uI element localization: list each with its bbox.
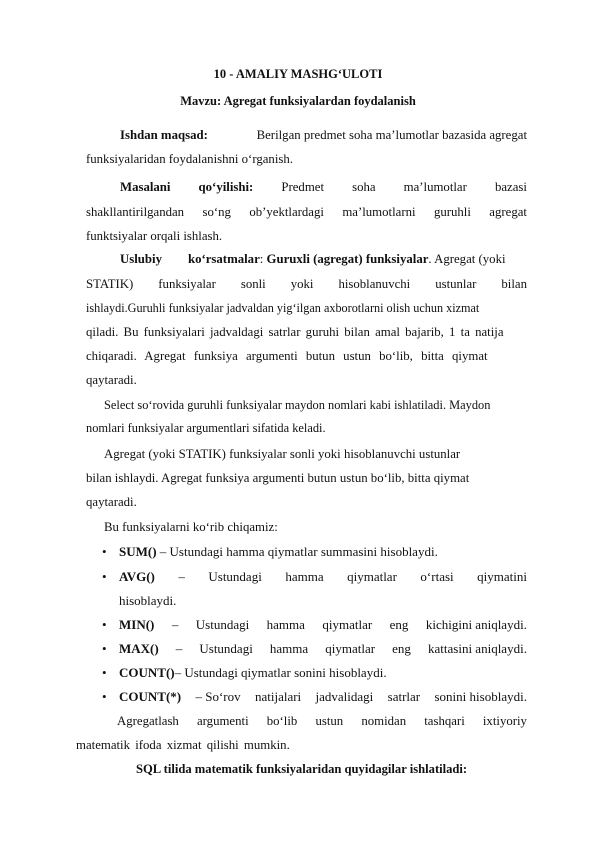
function-desc-word: Ustundagi (195, 617, 250, 632)
closing-word: tashqari (424, 714, 465, 728)
function-desc: – Ustundagi qiymatlar sonini hisoblaydi. (174, 665, 387, 680)
function-desc-word: qiymatlar (322, 617, 373, 632)
closing-line-1 (117, 714, 527, 729)
function-desc-cont: hisoblaydi. (119, 593, 177, 608)
function-name: SUM() (119, 544, 157, 559)
function-desc-word: satrlar (387, 689, 421, 704)
agg-line-3: qaytaradi. (86, 495, 137, 509)
function-desc-word: hamma (266, 617, 305, 632)
method-line-6: qaytaradi. (86, 373, 137, 387)
task-line-3: funktsiyalar orqali ishlash. (86, 229, 223, 243)
task-word: ma’lumotlar (403, 180, 467, 194)
bullet-icon: • (102, 665, 107, 680)
agg-line-1: Agregat (yoki STATIK) funksiyalar sonli yoki hisoblanuvchi ustunlar (104, 447, 461, 461)
function-desc-word: o‘rtasi (420, 569, 454, 584)
task-line-1 (120, 180, 527, 195)
bullet-icon: • (102, 641, 107, 656)
closing-word: bo‘lib (266, 714, 298, 728)
method-line-3: ishlaydi.Guruhli funksiyalar jadvaldan yig‘ilgan axborotlarni olish uchun xizmat (86, 301, 480, 315)
function-desc-word: Ustundagi (199, 641, 253, 656)
closing-word: nomidan (361, 714, 407, 728)
method-word: yoki (290, 277, 314, 291)
final-heading: SQL tilida matematik funksiyalaridan quyidagilar ishlatiladi: (136, 762, 468, 776)
method-word: sonli (240, 277, 266, 291)
goal-text: Berilgan predmet soha ma’lumotlar bazasida agregat (256, 128, 527, 142)
method-bold-term: Guruxli (agregat) funksiyalar (266, 252, 429, 266)
agg-line-2: bilan ishlaydi. Agregat funksiya argumenti butun ustun bo‘lib, bitta qiymat (86, 471, 470, 485)
task-word: bazasi (494, 180, 527, 194)
task-word: shakllantirilgandan (86, 205, 185, 219)
closing-word: argumenti (196, 714, 249, 728)
function-desc-word: hamma (285, 569, 324, 584)
function-desc-word: qiymatlar (347, 569, 397, 584)
select-line-1: Select so‘rovida guruhli funksiyalar maydon nomlari kabi ishlatiladi. Maydon (104, 398, 491, 412)
function-desc-word: eng (389, 617, 409, 632)
task-line-2 (86, 205, 527, 220)
goal-line-2: funksiyalaridan foydalanishni o‘rganish. (86, 152, 293, 166)
goal-label: Ishdan maqsad: (120, 128, 208, 142)
method-line-5: chiqaradi. Agregat funksiya argumenti butun ustun bo‘lib, bitta qiymat (86, 349, 488, 363)
function-desc-word: hamma (269, 641, 309, 656)
function-desc-word: jadvalidagi (315, 689, 374, 704)
method-line-2 (86, 277, 527, 292)
method-word: bilan (501, 277, 527, 291)
task-word: ob’yektlardagi (249, 205, 324, 219)
function-name: COUNT() (119, 665, 175, 680)
closing-word: ustun (315, 714, 344, 728)
bullet-icon: • (102, 544, 107, 559)
method-label-2: ko‘rsatmalar (187, 252, 260, 266)
task-label-2: qo‘yilishi: (198, 180, 254, 194)
task-word: ma’lumotlarni (342, 205, 416, 219)
method-line-1: Uslubiy ko‘rsatmalar: Guruxli (agregat) funksiyalar. Agregat (yoki (120, 252, 506, 266)
function-name: AVG() (119, 569, 155, 584)
task-word: Predmet (281, 180, 325, 194)
function-desc-word: – (175, 641, 183, 656)
task-word: guruhli (433, 205, 471, 219)
task-word: agregat (489, 205, 527, 219)
function-desc-word: – (171, 617, 179, 632)
method-text: . Agregat (yoki (428, 252, 506, 266)
bullet-icon: • (102, 617, 107, 632)
closing-word: Agregatlash (117, 714, 179, 728)
method-word: ustunlar (435, 277, 477, 291)
task-word: soha (352, 180, 376, 194)
page-subtitle: Mavzu: Agregat funksiyalardan foydalanish (180, 94, 416, 108)
method-word: hisoblanuvchi (338, 277, 411, 291)
goal-line-1 (120, 128, 527, 143)
select-line-2: nomlari funksiyalar argumentlari sifatida keladi. (86, 421, 326, 435)
function-desc-word: qiymatini (477, 569, 527, 584)
task-label: Masalani (120, 180, 171, 194)
page-title: 10 - AMALIY MASHG‘ULOTI (213, 67, 383, 81)
bullet-icon: • (102, 569, 107, 584)
method-label: Uslubiy (120, 252, 162, 266)
list-intro: Bu funksiyalarni ko‘rib chiqamiz: (104, 520, 278, 534)
function-desc-word: sonini hisoblaydi. (434, 689, 527, 704)
method-word: funksiyalar (158, 277, 216, 291)
function-desc-word: – So‘rov (195, 689, 241, 704)
function-name: MAX() (119, 641, 159, 656)
function-desc-word: Ustundagi (208, 569, 262, 584)
method-word: STATIK) (86, 277, 134, 291)
function-name: MIN() (119, 617, 155, 632)
function-desc-word: eng (392, 641, 411, 656)
function-desc-word: – (178, 569, 185, 584)
function-desc: – Ustundagi hamma qiymatlar summasini hisoblaydi. (156, 544, 438, 559)
function-desc-word: natijalari (254, 689, 302, 704)
function-desc-word: kattasini aniqlaydi. (428, 641, 527, 656)
task-word: so‘ng (202, 205, 231, 219)
function-desc-word: kichigini aniqlaydi. (425, 617, 527, 632)
bullet-icon: • (102, 689, 107, 704)
method-line-4: qiladi. Bu funksiyalari jadvaldagi satrlar guruhi bilan amal bajarib, 1 ta natija (86, 325, 504, 339)
function-name: COUNT(*) (119, 689, 182, 704)
closing-word: ixtiyoriy (482, 714, 527, 728)
closing-line-2: matematik ifoda xizmat qilishi mumkin. (76, 738, 290, 752)
function-desc-word: qiymatlar (325, 641, 376, 656)
